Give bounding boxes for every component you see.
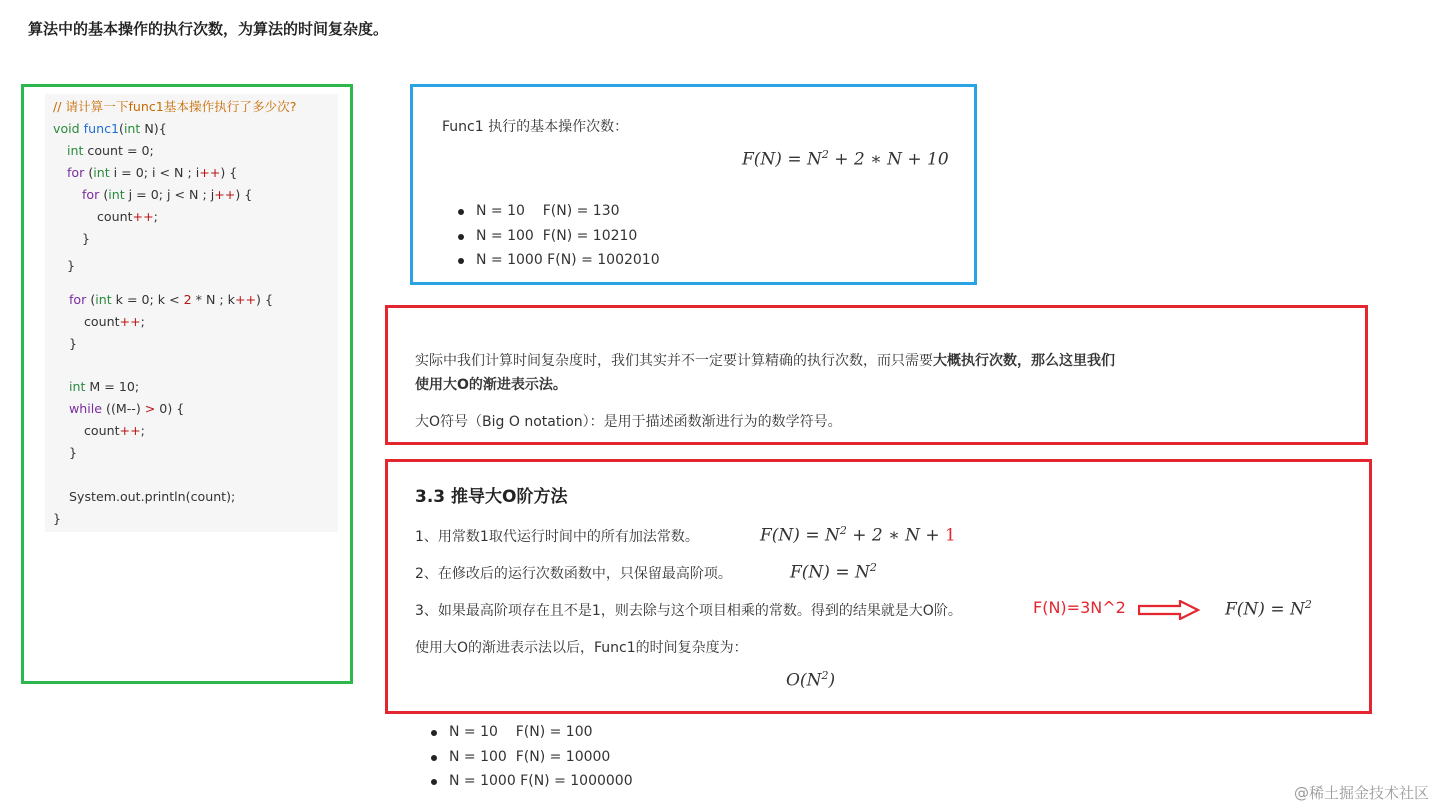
func1-formula: $F(N) = N^2 + 2$ ∗ N + 10 (742, 148, 949, 170)
code-block (45, 94, 338, 532)
list-item: N = 10 F(N) = 100 (429, 720, 633, 745)
code-for-k: for (int k = 0; k < 2 * N ; k++) { (69, 292, 273, 307)
step-2: 2、在修改后的运行次数函数中，只保留最高阶项。 (415, 566, 732, 582)
page-heading: 算法中的基本操作的执行次数，为算法的时间复杂度。 (28, 20, 389, 38)
section-heading: 3.3 推导大O阶方法 (415, 487, 568, 507)
list-item: N = 10 F(N) = 130 (456, 199, 660, 224)
code-while: while ((M--) > 0) { (69, 401, 185, 416)
big-o-intro-line2: 使用大O的渐进表示法。 (415, 377, 567, 393)
big-o-values-list (429, 720, 633, 794)
watermark: @稀土掘金技术社区 (1293, 784, 1429, 802)
code-count-incr-2: count++; (84, 314, 145, 329)
arrow-right-icon (1138, 600, 1200, 620)
func1-count-title: Func1 执行的基本操作次数： (442, 119, 629, 135)
code-count-incr-1: count++; (97, 209, 158, 224)
code-func-signature: void func1(int N){ (53, 121, 167, 136)
list-item: N = 100 F(N) = 10210 (456, 224, 660, 249)
big-o-definition: 大O符号（Big O notation）：是用于描述函数渐进行为的数学符号。 (415, 414, 842, 430)
code-count-decl: int count = 0; (67, 143, 154, 158)
step-3-annotation: F(N)=3N^2 (1033, 598, 1126, 617)
code-close-brace: } (82, 231, 91, 246)
step-2-formula: $F(N) = N^2$ (790, 561, 877, 583)
code-m-decl: int M = 10; (69, 379, 140, 394)
list-item: N = 1000 F(N) = 1002010 (456, 248, 660, 273)
code-close-brace: } (67, 258, 76, 273)
step-3-formula: $F(N) = N^2$ (1225, 598, 1312, 620)
code-close-brace: } (53, 511, 62, 526)
list-item: N = 1000 F(N) = 1000000 (429, 769, 633, 794)
big-o-intro-line1: 实际中我们计算时间复杂度时，我们其实并不一定要计算精确的执行次数，而只需要大概执行次数，那么这里我们 (415, 353, 1115, 369)
step-3: 3、如果最高阶项存在且不是1，则去除与这个项目相乘的常数。得到的结果就是大O阶。 (415, 603, 962, 619)
func1-values-list (456, 199, 660, 273)
code-for-j: for (int j = 0; j < N ; j++) { (82, 187, 253, 202)
code-println: System.out.println(count); (69, 489, 236, 504)
step-1-formula: $F(N) = N^2 + 2$ ∗ N + 1 (760, 524, 956, 546)
code-for-i: for (int i = 0; i < N ; i++) { (67, 165, 238, 180)
list-item: N = 100 F(N) = 10000 (429, 745, 633, 770)
step-1: 1、用常数1取代运行时间中的所有加法常数。 (415, 529, 699, 545)
conclusion-text: 使用大O的渐进表示法以后，Func1的时间复杂度为： (415, 640, 748, 656)
code-comment: // 请计算一下func1基本操作执行了多少次? (53, 99, 297, 114)
code-close-brace: } (69, 445, 78, 460)
code-close-brace: } (69, 336, 78, 351)
big-o-result: $O(N^2)$ (786, 669, 836, 691)
code-count-incr-3: count++; (84, 423, 145, 438)
